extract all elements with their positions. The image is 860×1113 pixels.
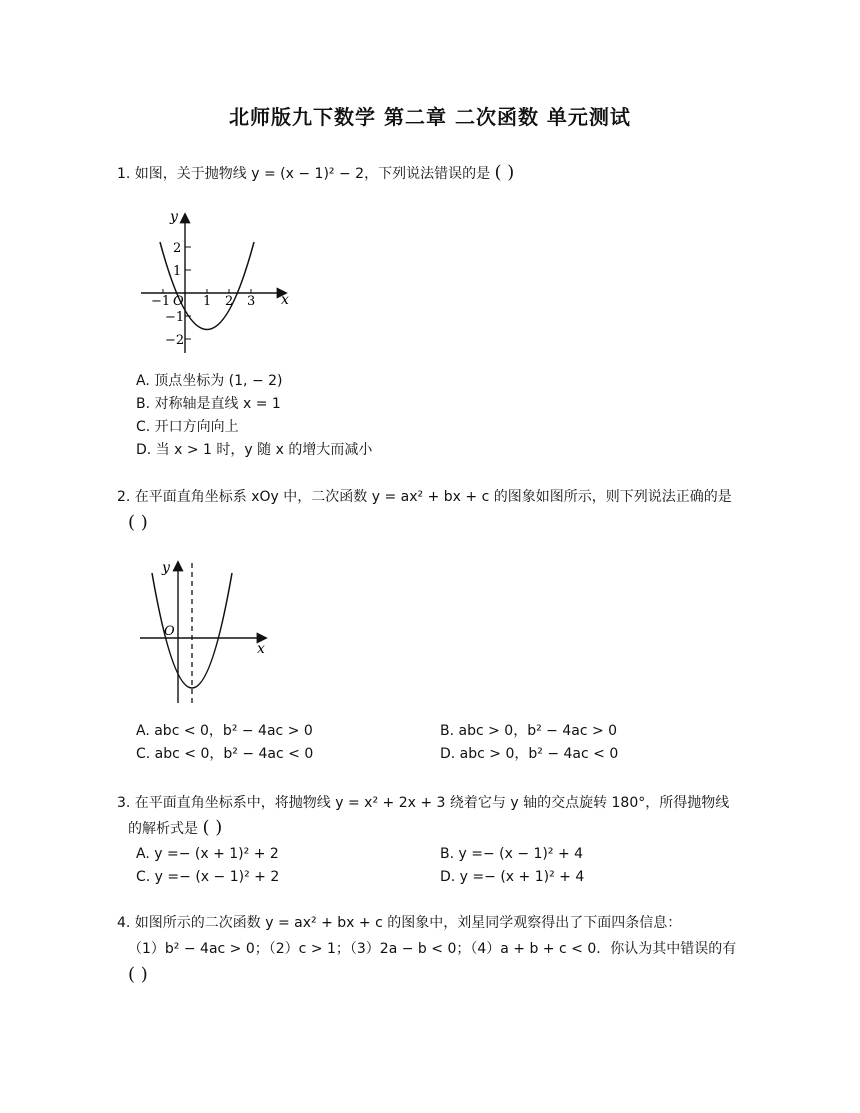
q2-origin-label: O: [164, 624, 175, 639]
q4-stem-line2: （1）b² − 4ac > 0；（2）c > 1；（3）2a − b < 0；（4）a + b + c < 0．你认为其中错误的有: [128, 941, 737, 957]
q3-option-c: C. y =− (x − 1)² + 2: [136, 869, 280, 885]
q1-origin-label: O: [173, 294, 184, 309]
q2-figure: [135, 558, 275, 708]
q1-xtick-3: 3: [247, 294, 256, 309]
q4-stem: 4. 如图所示的二次函数 y = ax² + bx + c 的图象中，刘星同学观察得出了下面四条信息：: [117, 915, 682, 931]
q2-stem: 2. 在平面直角坐标系 xOy 中，二次函数 y = ax² + bx + c 的图象如图所示，则下列说法正确的是: [117, 489, 732, 505]
q2-option-c: C. abc < 0，b² − 4ac < 0: [136, 746, 314, 762]
q1-xtick-neg1: −1: [151, 294, 171, 309]
q3-stem2-text: 的解析式是: [128, 821, 198, 837]
q1-x-label: x: [281, 292, 289, 308]
q1-ytick-neg2: −2: [165, 333, 185, 348]
q1-xtick-2: 2: [225, 294, 234, 309]
q1-option-c: C. 开口方向向上: [136, 419, 239, 435]
q1-ytick-neg1: −1: [165, 310, 185, 325]
q1-figure: [135, 205, 305, 355]
q1-ytick-2: 2: [173, 241, 182, 256]
q1-ytick-1: 1: [173, 264, 182, 279]
q2-option-d: D. abc > 0，b² − 4ac < 0: [440, 746, 619, 762]
q1-option-a: A. 顶点坐标为 (1, − 2): [136, 373, 283, 389]
q1-answer-paren: ( ): [494, 162, 515, 183]
q2-option-b: B. abc > 0，b² − 4ac > 0: [440, 723, 618, 739]
q4-answer-paren: ( ): [128, 964, 148, 985]
q3-answer-paren: ( ): [202, 817, 223, 838]
q2-option-a: A. abc < 0，b² − 4ac > 0: [136, 723, 313, 739]
q1-xtick-1: 1: [203, 294, 212, 309]
q2-y-label: y: [162, 560, 170, 576]
q2-x-label: x: [257, 641, 265, 657]
q1-option-b: B. 对称轴是直线 x = 1: [136, 396, 281, 412]
q3-option-b: B. y =− (x − 1)² + 4: [440, 846, 584, 862]
q3-stem: 3. 在平面直角坐标系中，将抛物线 y = x² + 2x + 3 绕着它与 y 轴的交点旋转 180°，所得抛物线: [117, 795, 730, 811]
q1-option-d: D. 当 x > 1 时，y 随 x 的增大而减小: [136, 442, 373, 458]
page-title: 北师版九下数学 第二章 二次函数 单元测试: [229, 105, 631, 129]
q1-stem: [117, 163, 514, 184]
q2-answer-paren: ( ): [128, 512, 148, 533]
q3-option-a: A. y =− (x + 1)² + 2: [136, 846, 279, 862]
q1-y-label: y: [170, 209, 178, 225]
q3-option-d: D. y =− (x + 1)² + 4: [440, 869, 585, 885]
q1-stem-text: 1. 如图，关于抛物线 y = (x − 1)² − 2，下列说法错误的是: [117, 166, 491, 182]
q3-stem-line2: [128, 818, 222, 839]
